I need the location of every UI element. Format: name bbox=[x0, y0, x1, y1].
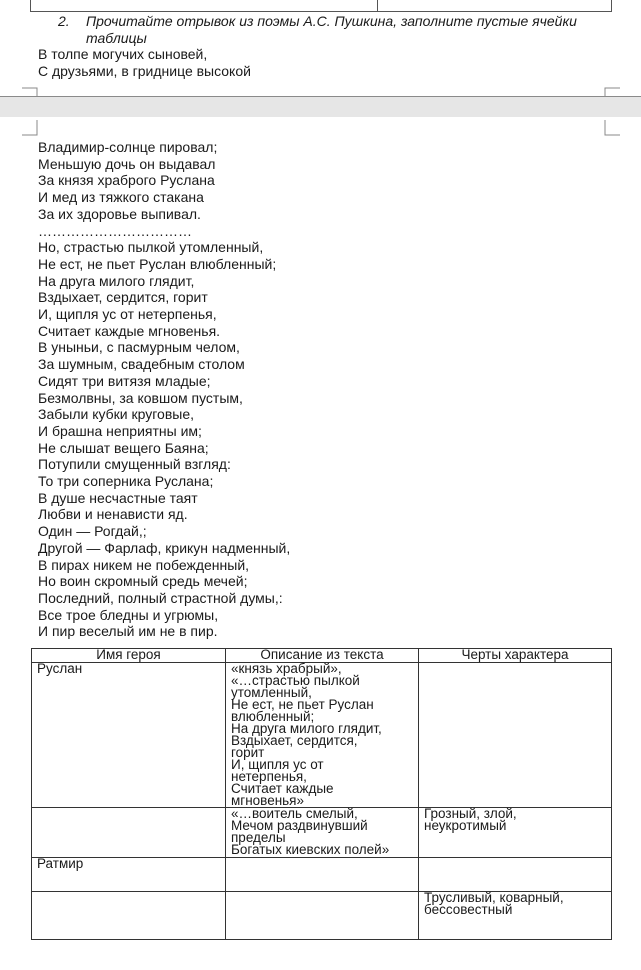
description-line: Вздыхает, сердится, bbox=[231, 733, 358, 748]
crop-mark-bottom-right bbox=[604, 80, 620, 96]
verse-line: За шумным, свадебным столом bbox=[38, 356, 245, 373]
verse-line: Вздыхает, сердится, горит bbox=[38, 289, 208, 306]
header-traits: Черты характера bbox=[419, 649, 612, 663]
description-line: нетерпенья, bbox=[231, 769, 307, 784]
description-line: пределы bbox=[231, 830, 286, 845]
description-line: Не ест, не пьет Руслан bbox=[231, 697, 374, 712]
hero-name: Руслан bbox=[37, 662, 83, 676]
task-instruction bbox=[58, 13, 602, 47]
description-line: Богатых киевских полей» bbox=[231, 842, 390, 857]
verse-line: И пир веселый им не в пир. bbox=[38, 623, 218, 640]
description-line: «князь храбрый», bbox=[231, 662, 342, 676]
verse-line: Не ест, не пьет Руслан влюбленный; bbox=[38, 255, 277, 272]
page-break bbox=[0, 96, 641, 117]
hero-name-cell bbox=[32, 858, 226, 892]
traits-cell bbox=[419, 663, 612, 808]
character-table bbox=[31, 648, 612, 940]
traits-line: бессовестный bbox=[424, 902, 513, 917]
description-line: И, щипля ус от bbox=[231, 757, 324, 772]
verse-top bbox=[38, 46, 251, 80]
header-hero-name: Имя героя bbox=[32, 649, 226, 663]
task-number: 2. bbox=[58, 13, 70, 29]
verse-line: Сидят три витязя младые; bbox=[38, 372, 211, 389]
verse-line: Последний, полный страстной думы,: bbox=[38, 589, 283, 606]
hero-name-cell bbox=[32, 892, 226, 940]
traits-cell bbox=[419, 892, 612, 940]
page-top bbox=[0, 0, 641, 96]
description-line: На друга милого глядит, bbox=[231, 721, 382, 736]
table-row bbox=[32, 858, 612, 892]
hero-name: Ратмир bbox=[37, 857, 84, 871]
verse-line: Другой — Фарлаф, крикун надменный, bbox=[38, 539, 291, 556]
task-text: Прочитайте отрывок из поэмы А.С. Пушкина, заполните пустые ячейки таблицы bbox=[86, 13, 577, 46]
table-header-row bbox=[32, 649, 612, 663]
verse-line: В уныньи, с пасмурным челом, bbox=[38, 339, 240, 356]
verse-line: На друга милого глядит, bbox=[38, 272, 195, 289]
verse-line: В пирах никем не побежденный, bbox=[38, 556, 250, 573]
crop-mark-top-right bbox=[604, 120, 620, 136]
verse-line: Один — Рогдай,; bbox=[38, 523, 147, 540]
verse-line: Меньшую дочь он выдавал bbox=[38, 155, 216, 172]
crop-mark-top-left bbox=[22, 120, 38, 136]
description-line: Мечом раздвинувший bbox=[231, 818, 368, 833]
verse-line: Считает каждые мгновенья. bbox=[38, 322, 221, 339]
verse-line: Но, страстью пылкой утомленный, bbox=[38, 239, 264, 256]
verse-line: И, щипля ус от нетерпенья, bbox=[38, 306, 217, 323]
description-line: «…страстью пылкой bbox=[231, 673, 360, 688]
table-row bbox=[32, 663, 612, 808]
verse-line: Но воин скромный средь мечей; bbox=[38, 573, 248, 590]
traits-cell bbox=[419, 858, 612, 892]
description-cell bbox=[226, 663, 419, 808]
verse-line: Забыли кубки круговые, bbox=[38, 406, 195, 423]
verse-line: За их здоровье выпивал. bbox=[38, 205, 201, 222]
description-line: горит bbox=[231, 745, 265, 760]
description-line: утомленный, bbox=[231, 685, 312, 700]
verse-line: Не слышат вещего Баяна; bbox=[38, 439, 209, 456]
traits-line: Трусливый, коварный, bbox=[424, 891, 564, 905]
traits-cell bbox=[419, 808, 612, 858]
description-line: «…воитель смелый, bbox=[231, 807, 358, 821]
header-description: Описание из текста bbox=[226, 649, 419, 663]
previous-table-bottom bbox=[30, 0, 612, 12]
verse-line: В душе несчастные таят bbox=[38, 489, 198, 506]
description-line: мгновенья» bbox=[231, 793, 305, 808]
traits-line: Грозный, злой, bbox=[424, 807, 517, 821]
description-cell bbox=[226, 808, 419, 858]
verse-line: Владимир-солнце пировал; bbox=[38, 139, 218, 155]
verse-line: Любви и ненависти яд. bbox=[38, 506, 188, 523]
table-row bbox=[32, 892, 612, 940]
verse-line: Потупили смущенный взгляд: bbox=[38, 456, 231, 473]
verse-line: То три соперника Руслана; bbox=[38, 473, 214, 490]
verse-line: Безмолвны, за ковшом пустым, bbox=[38, 389, 243, 406]
description-cell bbox=[226, 858, 419, 892]
verse-line: …………………………… bbox=[38, 222, 192, 239]
crop-mark-bottom-left bbox=[22, 80, 38, 96]
hero-name-cell bbox=[32, 808, 226, 858]
traits-line: неукротимый bbox=[424, 818, 507, 833]
table-row bbox=[32, 808, 612, 858]
description-line: влюбленный; bbox=[231, 709, 315, 724]
verse-line: С друзьями, в гриднице высокой bbox=[38, 63, 251, 79]
hero-name-cell bbox=[32, 663, 226, 808]
verse-line: И брашна неприятны им; bbox=[38, 422, 202, 439]
verse-line: В толпе могучих сыновей, bbox=[38, 46, 208, 62]
verse-line: Все трое бледны и угрюмы, bbox=[38, 606, 219, 623]
verse-line: И мед из тяжкого стакана bbox=[38, 189, 204, 206]
verse-line: За князя храброго Руслана bbox=[38, 172, 215, 189]
poem-excerpt bbox=[38, 139, 290, 640]
description-line: Считает каждые bbox=[231, 781, 334, 796]
description-cell bbox=[226, 892, 419, 940]
